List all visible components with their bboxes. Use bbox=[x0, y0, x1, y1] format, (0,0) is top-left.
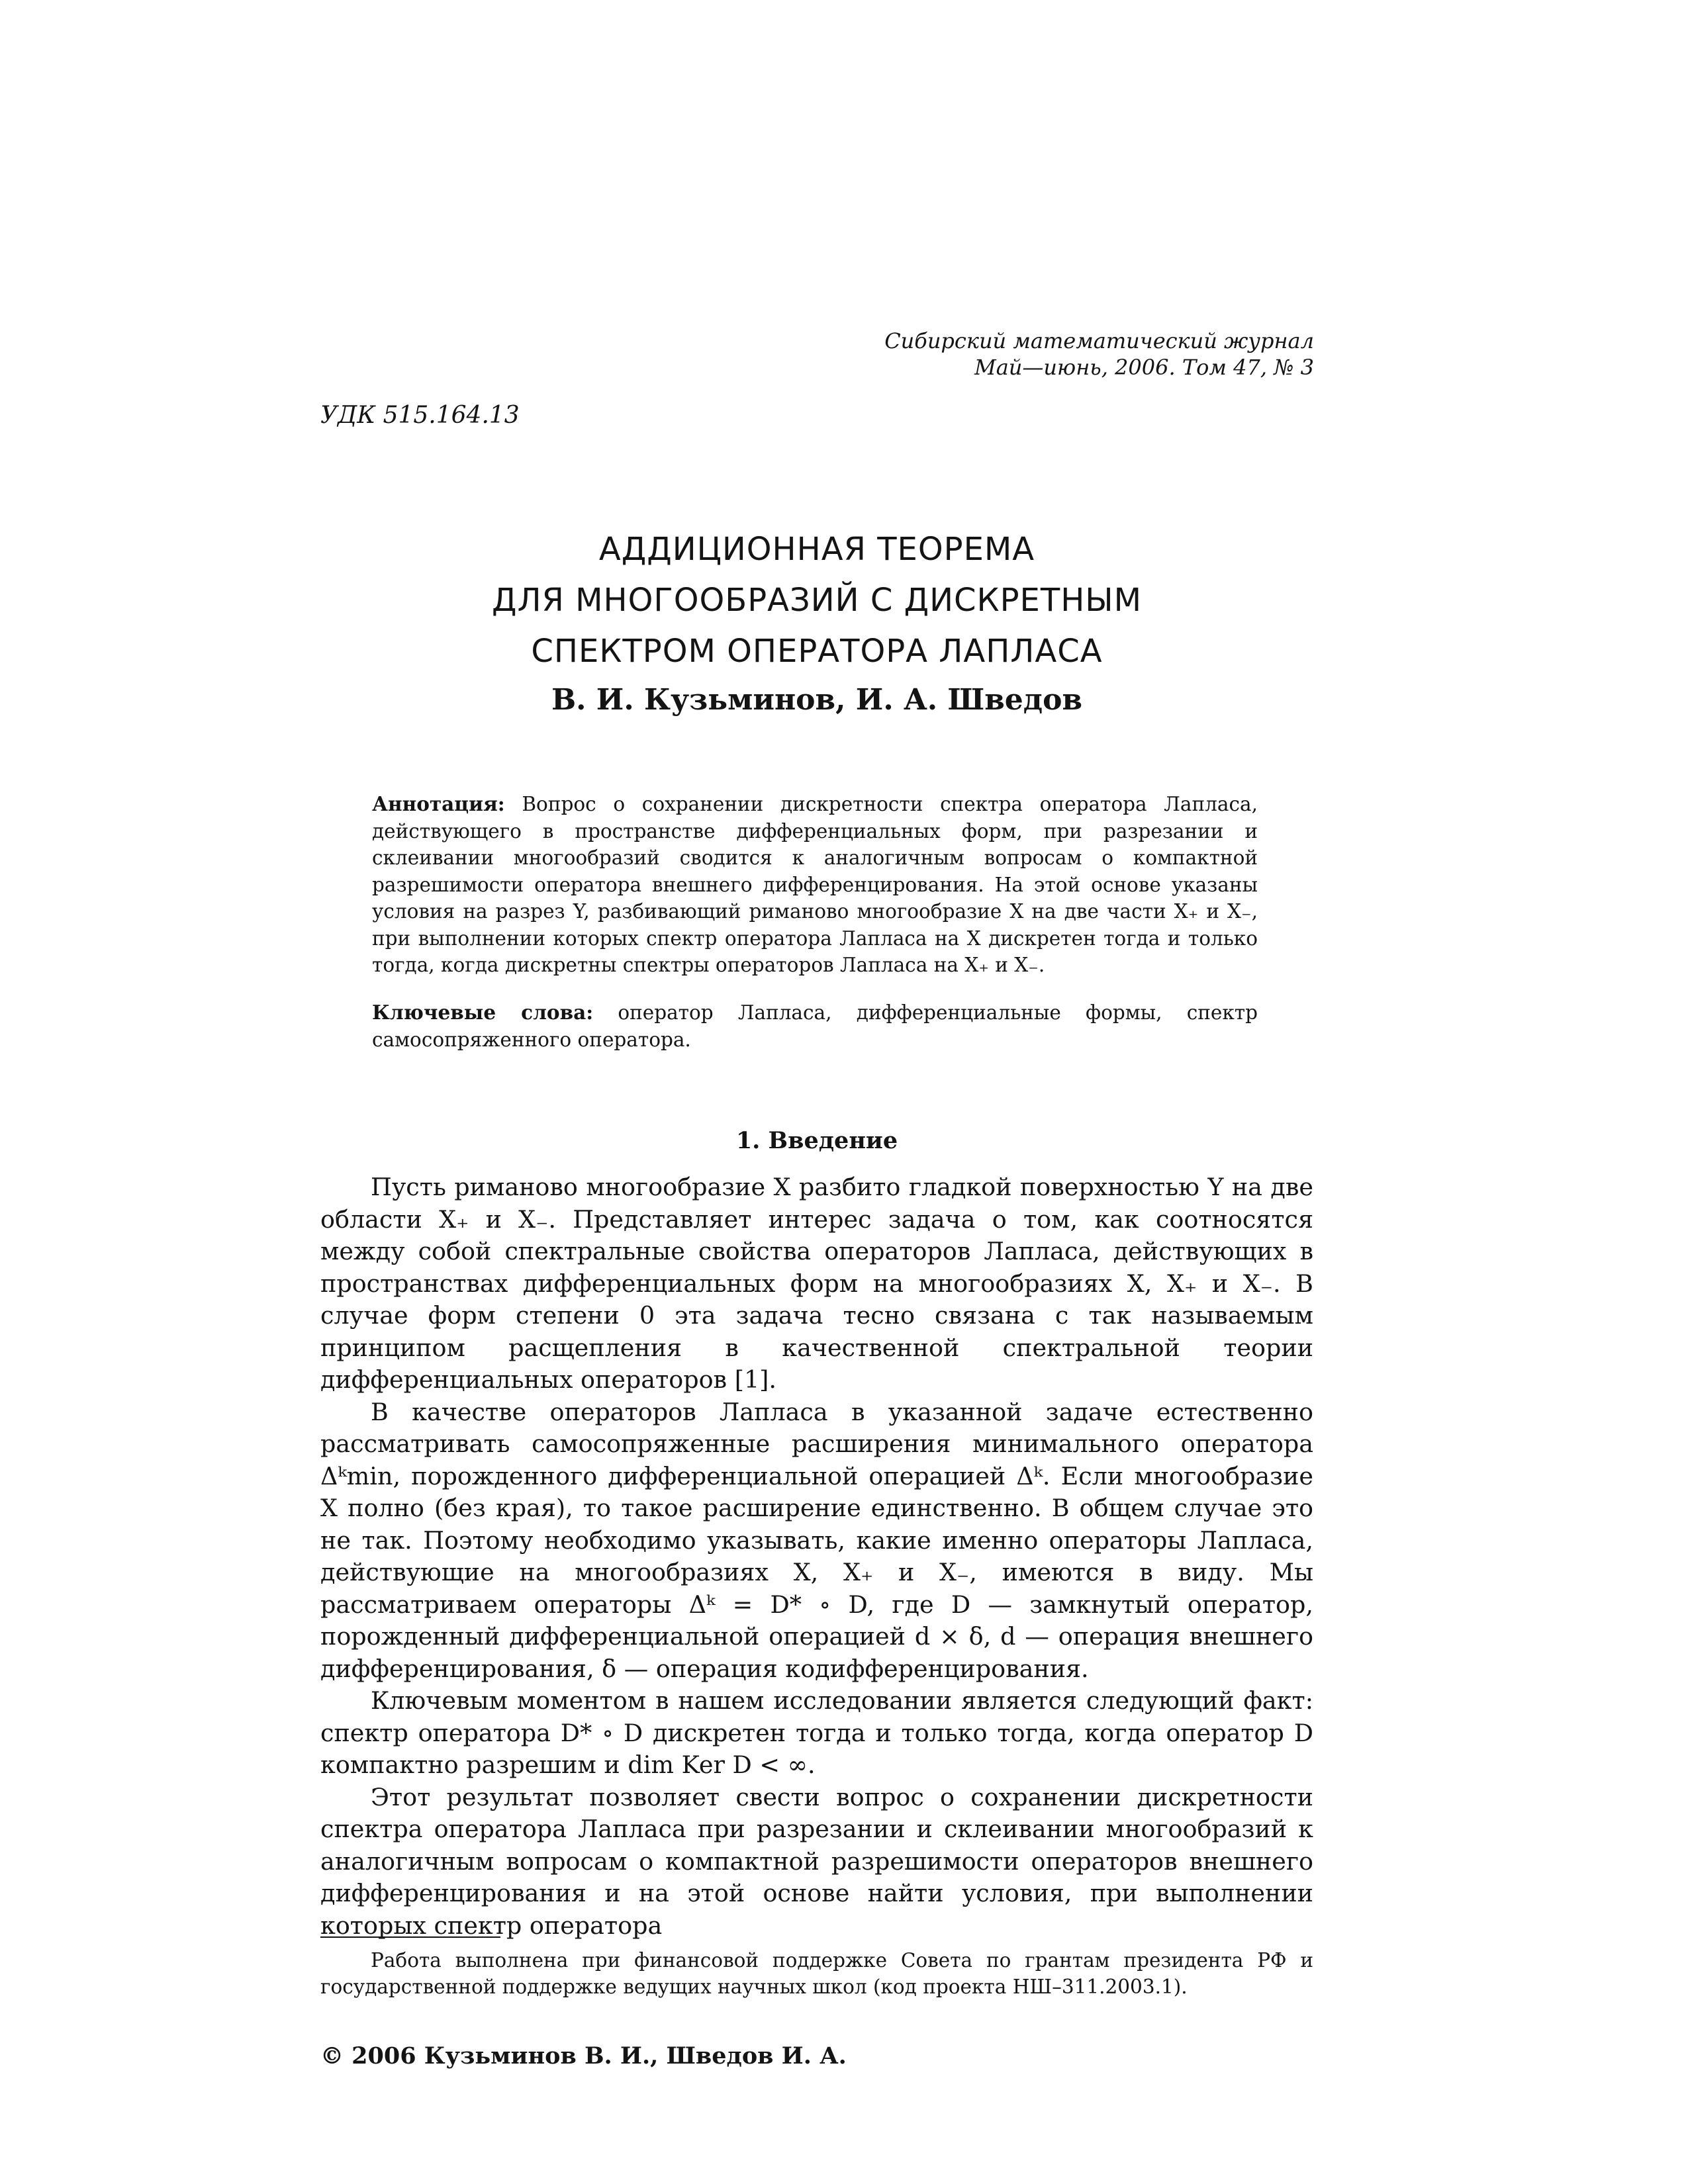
title-line-1: АДДИЦИОННАЯ ТЕОРЕМА bbox=[598, 531, 1035, 568]
paragraph: Ключевым моментом в нашем исследовании является следующий факт: спектр оператора D* ∘ D дискретен тогда и только тогда, когда оператор D компактно разрешим и dim Ker D < ∞. bbox=[320, 1686, 1313, 1779]
journal-name: Сибирский математический журнал bbox=[884, 328, 1314, 353]
keywords-text: оператор Лапласа, дифференциальные формы, спектр самосопряженного оператора. bbox=[372, 1001, 1258, 1051]
keywords bbox=[372, 999, 1258, 1053]
keywords-label: Ключевые слова: bbox=[372, 1001, 594, 1024]
udk-code: УДК 515.164.13 bbox=[320, 402, 520, 429]
abstract bbox=[372, 791, 1258, 979]
paragraph: Этот результат позволяет свести вопрос о сохранении дискретности спектра оператора Лапласа при разрезании и склеивании многообразий к аналогичным вопросам о компактной разрешимости операторов внешнего дифференцирования и на этой основе найти условия, при выполнении которых спектр оператора bbox=[320, 1782, 1313, 1940]
footnote-divider bbox=[320, 1936, 500, 1938]
journal-issue: Май—июнь, 2006. Том 47, № 3 bbox=[974, 355, 1314, 380]
paper-title bbox=[320, 524, 1313, 677]
abstract-label: Аннотация: bbox=[372, 792, 505, 815]
paragraph: В качестве операторов Лапласа в указанной задаче естественно рассматривать самосопряженные расширения минимального оператора Δᵏmin, порожденного дифференциальной операцией Δᵏ. Если многообразие X полно (без края), то такое расширение единственно. В общем случае это не так. Поэтому необходимо указывать, какие именно операторы Лапласа, действующие на многообразиях X, X₊ и X₋, имеются в виду. Мы рассматриваем операторы Δᵏ = D* ∘ D, где D — замкнутый оператор, порожденный дифференциальной операцией d × δ, d — операция внешнего дифференцирования, δ — операция кодифференцирования. bbox=[320, 1397, 1313, 1683]
journal-header bbox=[884, 328, 1314, 381]
copyright: © 2006 Кузьминов В. И., Шведов И. А. bbox=[320, 2042, 847, 2070]
section-heading: 1. Введение bbox=[735, 1127, 898, 1154]
abstract-text: Вопрос о сохранении дискретности спектра оператора Лапласа, действующего в пространстве дифференциальных форм, при разрезании и склеивании многообразий сводится к аналогичным вопросам о компактной разрешимости оператора внешнего дифференцирования. На этой основе указаны условия на разрез Y, разбивающий риманово многообразие X на две части X₊ и X₋, при выполнении которых спектр оператора Лапласа на X дискретен тогда и только тогда, когда дискретны спектры операторов Лапласа на X₊ и X₋. bbox=[372, 793, 1258, 976]
title-line-2: ДЛЯ МНОГООБРАЗИЙ С ДИСКРЕТНЫМ bbox=[491, 582, 1143, 619]
paragraph: Пусть риманово многообразие X разбито гладкой поверхностью Y на две области X₊ и X₋. Представляет интерес задача о том, как соотносятся между собой спектральные свойства операторов Лапласа, действующих в пространствах дифференциальных форм на многообразиях X, X₊ и X₋. В случае форм степени 0 эта задача тесно связана с так называемым принципом расщепления в качественной спектральной теории дифференциальных операторов [1]. bbox=[320, 1173, 1313, 1394]
footnote: Работа выполнена при финансовой поддержке Совета по грантам президента РФ и государственной поддержке ведущих научных школ (код проекта НШ–311.2003.1). bbox=[320, 1949, 1313, 1998]
title-line-3: СПЕКТРОМ ОПЕРАТОРА ЛАПЛАСА bbox=[531, 633, 1103, 670]
authors: В. И. Кузьминов, И. А. Шведов bbox=[551, 683, 1083, 717]
body-text bbox=[320, 1171, 1313, 1942]
